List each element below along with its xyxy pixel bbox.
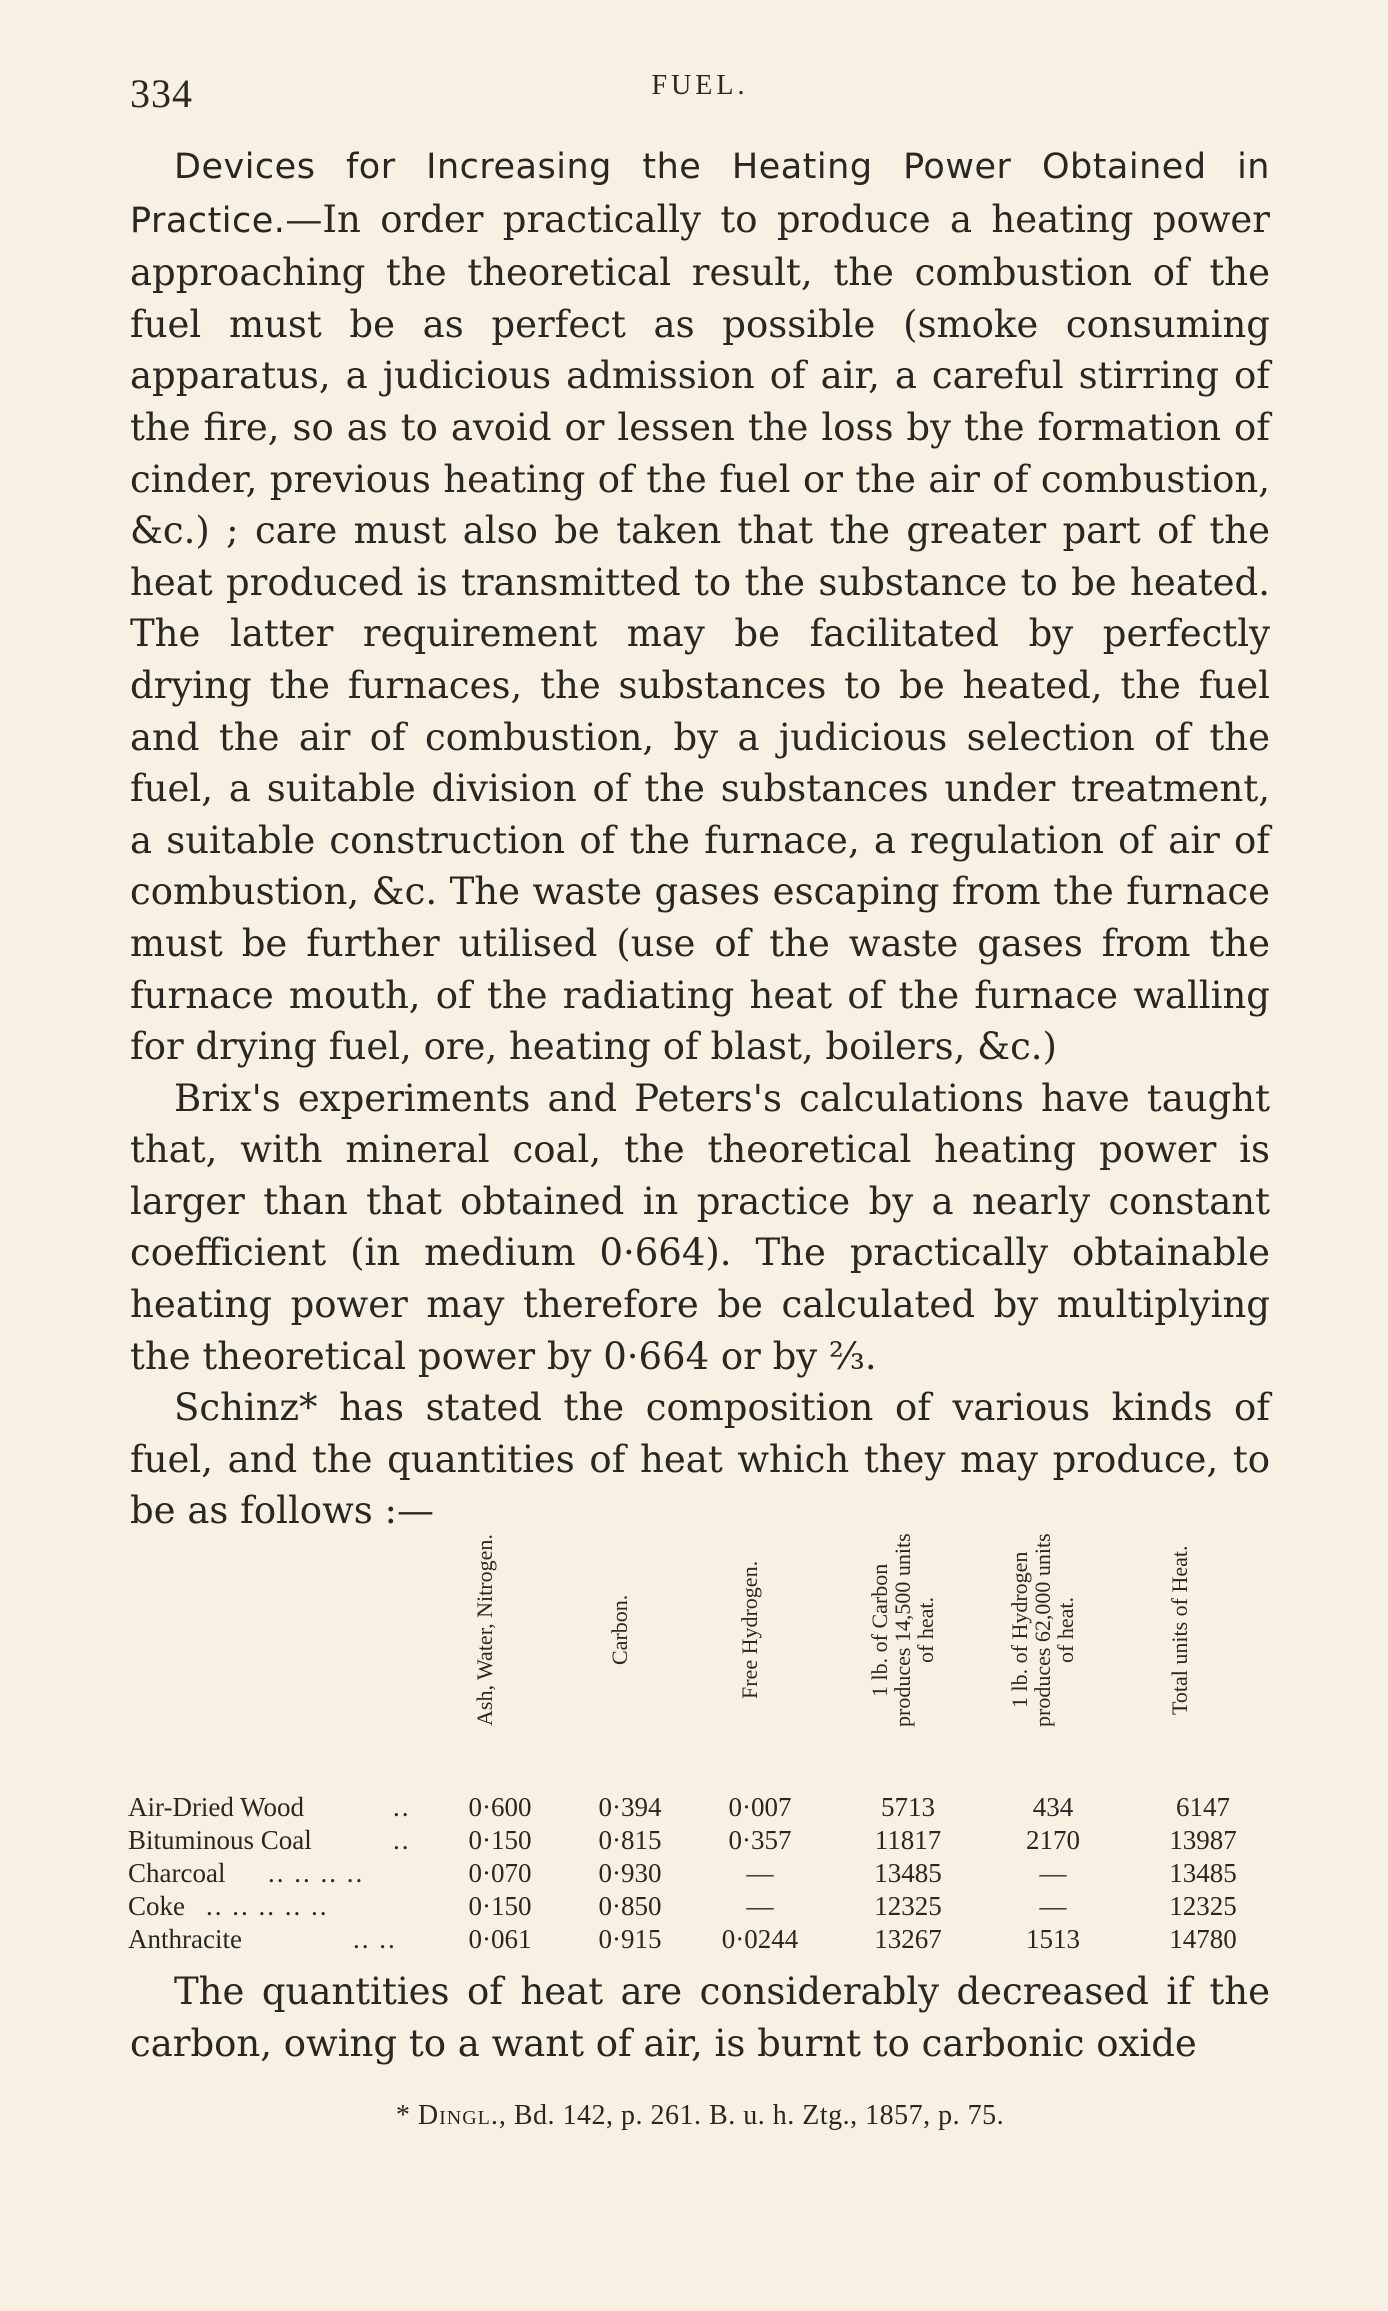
page-number: 334 (130, 71, 193, 116)
cell-carbon: 0·394 (598, 1792, 662, 1822)
cell-ash: 0·070 (468, 1858, 532, 1888)
table-row (128, 1891, 1270, 1923)
footnote-marker: * (395, 2100, 411, 2131)
cell-carbon-heat: 5713 (881, 1792, 935, 1822)
cell-hydrogen: 0·0244 (721, 1924, 799, 1954)
cell-ash: 0·150 (468, 1891, 532, 1921)
paragraph-heading: Devices for Increasing the Heating Power Obtained in Practice. (130, 147, 1270, 241)
table-row (128, 1924, 1270, 1956)
row-label: Bituminous Coal (128, 1825, 312, 1855)
paragraph-closing: The quantities of heat are considerably decreased if the carbon, owing to a want of air, is burnt to carbonic oxide (130, 1970, 1270, 2065)
column-header-carbon: Carbon. (607, 1594, 632, 1666)
cell-hydrogen: — (746, 1891, 774, 1921)
column-header-ash: Ash, Water, Nitrogen. (472, 1534, 497, 1726)
column-header-hydrogen: Free Hydrogen. (737, 1560, 762, 1700)
cell-total-heat: 13987 (1169, 1825, 1237, 1855)
cell-hydrogen-heat: 1513 (1026, 1924, 1080, 1954)
paragraph-text: —In order practically to produce a heating power approaching the theoretical result, the combustion of the fuel must be as perfect as possible (smoke consuming apparatus, a judicious admission of air, a careful stirring of the fire, so as to avoid or lessen the loss by the formation of cinder, previous heating of the fuel or the air of combustion, &c.) ; care must also be taken that the greater part of the heat produced is transmitted to the substance to be heated. The latter requirement may be facilitated by perfectly drying the furnaces, the substances to be heated, the fuel and the air of combustion, by a judicious selection of the fuel, a suitable division of the substances under treatment, a suitable construction of the furnace, a regulation of air of combustion, &c. The waste gases escaping from the furnace must be further utilised (use of the waste gases from the furnace mouth, of the radiating heat of the furnace walling for drying fuel, ore, heating of blast, boilers, &c.) (130, 197, 1270, 1069)
column-header-hydrogen-heat: 1 lb. of Hydrogen produces 62,000 units of heat. (1007, 1533, 1078, 1727)
cell-carbon: 0·850 (598, 1891, 662, 1921)
cell-hydrogen-heat: 2170 (1026, 1825, 1080, 1855)
cell-total-heat: 6147 (1176, 1792, 1230, 1822)
table-row (128, 1792, 1270, 1824)
paragraph-devices (130, 140, 1270, 1073)
cell-total-heat: 14780 (1169, 1924, 1237, 1954)
column-header-total-heat: Total units of Heat. (1167, 1545, 1192, 1715)
cell-hydrogen-heat: — (1039, 1891, 1067, 1921)
cell-carbon: 0·930 (598, 1858, 662, 1888)
cell-hydrogen: 0·357 (728, 1825, 792, 1855)
cell-carbon-heat: 12325 (874, 1891, 942, 1921)
cell-hydrogen-heat: 434 (1032, 1792, 1074, 1822)
page-header (130, 60, 1270, 120)
cell-hydrogen: 0·007 (728, 1792, 792, 1822)
table-row (128, 1825, 1270, 1857)
row-leader-dots: .. (393, 1792, 411, 1822)
paragraph-brix (130, 1073, 1270, 1383)
row-label: Anthracite (128, 1924, 242, 1954)
cell-total-heat: 13485 (1169, 1858, 1237, 1888)
footnote-text: , Bd. 142, p. 261. B. u. h. Ztg., 1857, p. 75. (498, 2100, 1005, 2131)
cell-hydrogen-heat: — (1039, 1858, 1067, 1888)
footnote (130, 2100, 1270, 2132)
cell-ash: 0·600 (468, 1792, 532, 1822)
fuel-composition-table (128, 1530, 1270, 1960)
column-header-carbon-heat: 1 lb. of Carbon produces 14,500 units of heat. (867, 1533, 938, 1727)
paragraph-schinz (130, 1382, 1270, 1537)
footnote-author: Dingl. (417, 2100, 499, 2131)
row-leader-dots: .. (393, 1825, 411, 1855)
cell-carbon-heat: 13485 (874, 1858, 942, 1888)
paragraph-text: Brix's experiments and Peters's calculations have taught that, with mineral coal, the theoretical heating power is larger than that obtained in practice by a nearly constant coefficient (in medium 0·664). The practically obtainable heating power may therefore be calculated by multiplying the theoretical power by 0·664 or by ⅔. (130, 1076, 1270, 1378)
paragraph-text: Schinz* has stated the composition of various kinds of fuel, and the quantities of heat which they may produce, to be as follows :— (130, 1386, 1270, 1533)
cell-hydrogen: — (746, 1858, 774, 1888)
closing-text (130, 1966, 1270, 2069)
running-head: FUEL. (651, 70, 749, 101)
row-label: Air-Dried Wood (128, 1792, 305, 1822)
cell-carbon-heat: 11817 (874, 1825, 942, 1855)
cell-ash: 0·061 (468, 1924, 532, 1954)
row-leader-dots: .. .. .. .. (268, 1858, 365, 1888)
cell-carbon: 0·915 (598, 1924, 662, 1954)
row-leader-dots: .. .. .. .. .. (206, 1891, 329, 1921)
row-leader-dots: .. .. (353, 1924, 397, 1954)
cell-ash: 0·150 (468, 1825, 532, 1855)
body-text (130, 140, 1270, 1537)
row-label: Charcoal (128, 1858, 226, 1888)
cell-carbon: 0·815 (598, 1825, 662, 1855)
cell-total-heat: 12325 (1169, 1891, 1237, 1921)
cell-carbon-heat: 13267 (874, 1924, 942, 1954)
row-label: Coke (128, 1891, 185, 1921)
table-row (128, 1858, 1270, 1890)
